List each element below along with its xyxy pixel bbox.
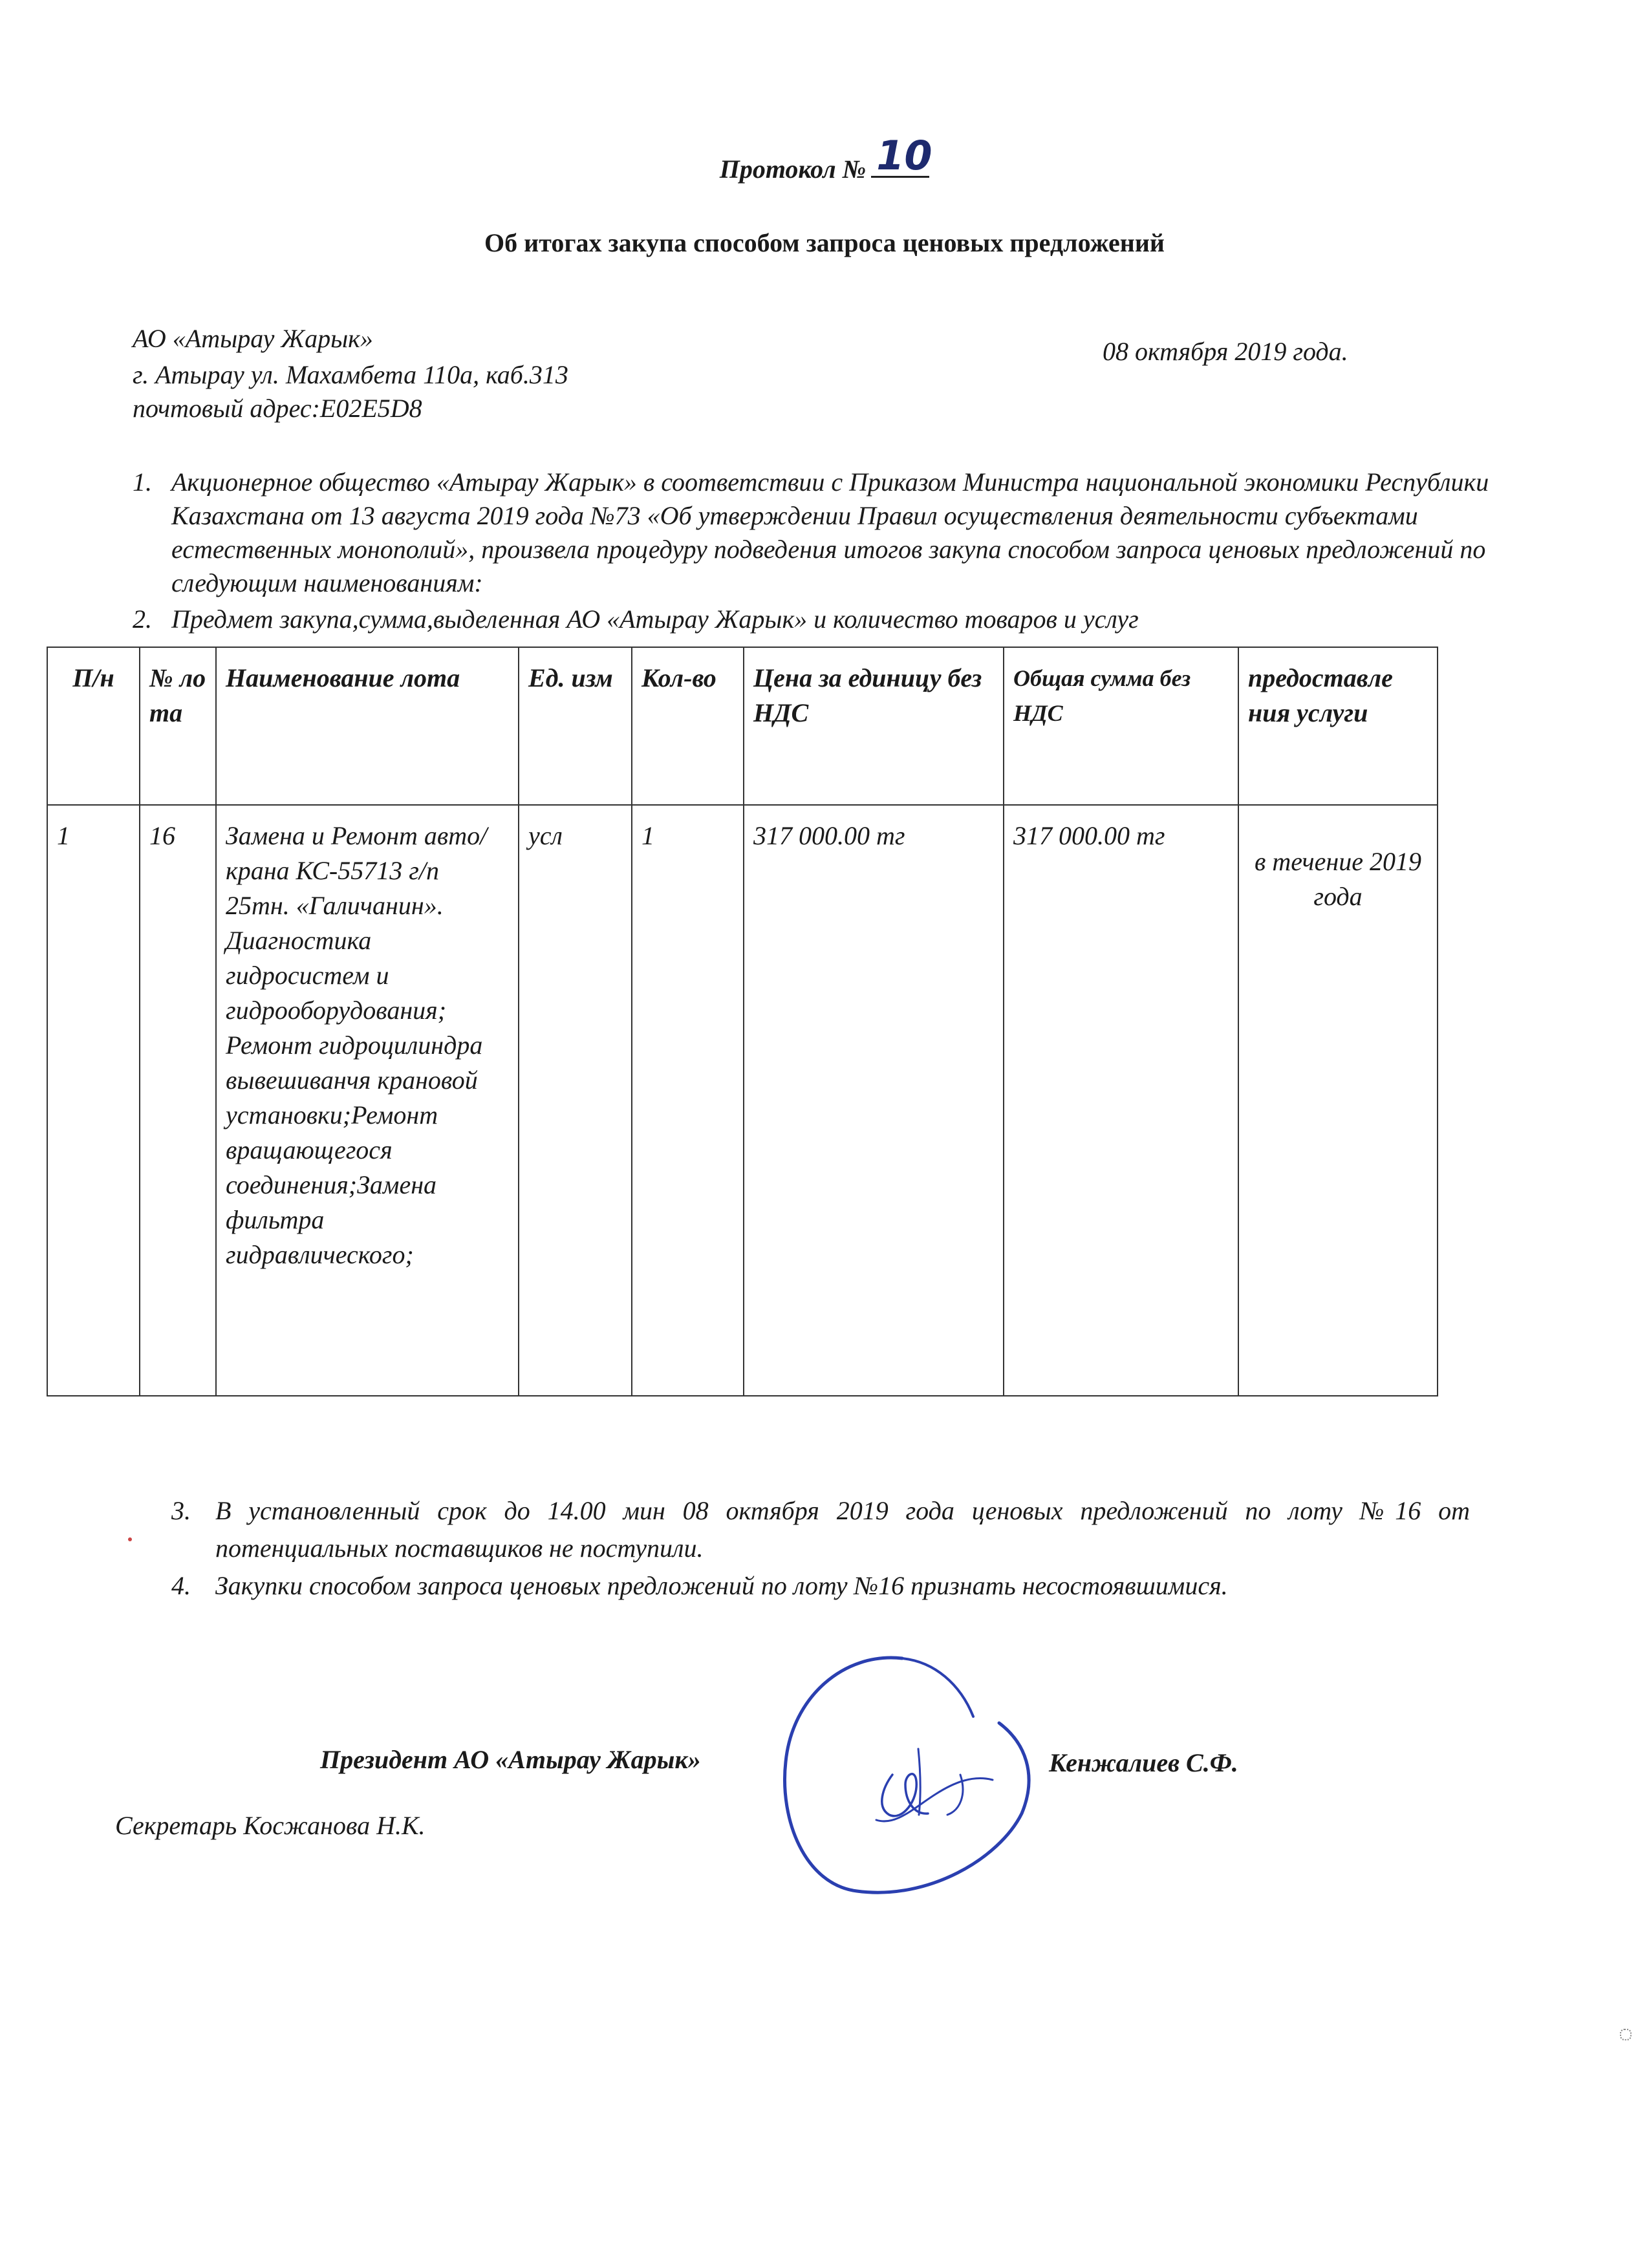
paragraph-1-number: 1.: [133, 467, 152, 497]
president-title: Президент АО «Атырау Жарык»: [320, 1745, 701, 1774]
header-pn: П/н: [47, 647, 140, 805]
document-date: 08 октября 2019 года.: [1103, 337, 1348, 366]
cell-lot-name: Замена и Ремонт авто/крана КС-55713 г/п 25тн. «Галичанин». Диагностика гидросистем и гидрооборудования; Ремонт гидроцилиндра вывешиванчя крановой установки;Ремонт вращающегося соединения;Замена фильтра гидравлического;: [216, 805, 519, 1396]
paragraph-1-text: Акционерное общество «Атырау Жарык» в соответствии с Приказом Министра национальной экономики Республики Казахстана от 13 августа 2019 года №73 «Об утверждении Правил осуществления деятельности субъектами естественных монополий», произвела процедуру подведения итогов закупа способом запроса ценовых предложений по следующим наименованиям:: [171, 467, 1489, 597]
cell-lot-no: 16: [140, 805, 216, 1396]
secretary-line: Секретарь Косжанова Н.К.: [115, 1811, 426, 1840]
president-name: Кенжалиев С.Ф.: [1049, 1748, 1238, 1777]
list-item-4-number: 4.: [171, 1571, 191, 1600]
document-subtitle: Об итогах закупа способом запроса ценовых предложений: [484, 228, 1165, 257]
header-lot-no: № ло та: [140, 647, 216, 805]
header-total: Общая сумма без НДС: [1004, 647, 1238, 805]
header-qty: Кол-во: [632, 647, 744, 805]
cell-term: в течение 2019 года: [1238, 805, 1438, 1396]
signature-image: [766, 1645, 1038, 1898]
cell-unit: усл: [519, 805, 632, 1396]
table-row: [47, 805, 1438, 1396]
organization-name: АО «Атырау Жарык»: [133, 324, 373, 353]
paragraph-2-number: 2.: [133, 604, 152, 634]
scan-mark: [1620, 2029, 1632, 2040]
table-header-row: [47, 647, 1438, 805]
paragraph-2-text: Предмет закупа,сумма,выделенная АО «Атырау Жарык» и количество товаров и услуг: [171, 604, 1139, 634]
cell-unit-price: 317 000.00 тг: [744, 805, 1004, 1396]
header-lot-name: Наименование лота: [216, 647, 519, 805]
cell-pn: 1: [47, 805, 140, 1396]
cell-total: 317 000.00 тг: [1004, 805, 1238, 1396]
list-item-3-number: 3.: [171, 1496, 191, 1525]
organization-postal: почтовый адрес:E02E5D8: [133, 394, 422, 423]
header-unit-price: Цена за единицу без НДС: [744, 647, 1004, 805]
list-item-4-text: Закупки способом запроса ценовых предложений по лоту №16 признать несостоявшимися.: [215, 1571, 1228, 1600]
header-unit: Ед. изм: [519, 647, 632, 805]
protocol-number-line: [871, 132, 932, 179]
protocol-title-label: Протокол №: [719, 155, 867, 184]
scan-mark: [128, 1537, 132, 1541]
organization-address: г. Атырау ул. Махамбета 110а, каб.313: [133, 360, 568, 389]
procurement-table: [47, 647, 1438, 1396]
protocol-number-handwritten: 10: [876, 132, 932, 179]
header-term: предоставле ния услуги: [1238, 647, 1438, 805]
list-item-3-text: В установленный срок до 14.00 мин 08 октября 2019 года ценовых предложений по лоту №16 от потенциальных поставщиков не поступили.: [215, 1496, 1470, 1563]
protocol-title: [0, 132, 1649, 184]
cell-qty: 1: [632, 805, 744, 1396]
